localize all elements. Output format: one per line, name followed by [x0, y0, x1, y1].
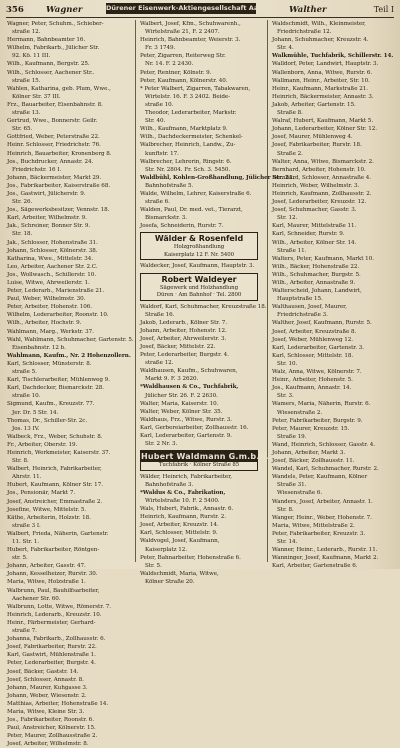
- advertisement-text: Düren · Am Bahnhof · Tel. 2800: [156, 292, 242, 299]
- directory-entry: Peter, Zigarren, Reiterweg Str.: [140, 53, 226, 60]
- directory-entry: Walz, Anna, Witwe, Kölnerstr. 7.: [272, 369, 362, 376]
- entry-continuation: Str. 3.: [277, 393, 294, 400]
- directory-entry: Waldvogel, Josef, Kaufmann,: [140, 538, 220, 545]
- entry-continuation: Aachener Str. 60.: [12, 595, 61, 602]
- directory-entry: Wandel, Karl, Schuhmacher, Rurstr. 2.: [272, 466, 379, 473]
- directory-entry: Jos., Kaufmann, Annastr. 14.: [272, 385, 352, 392]
- directory-entry: Wandels, Peter, Kaufmann, Kölner: [272, 474, 368, 481]
- directory-entry: Heinrich, Kaufmann, Rurstr. 2.: [140, 514, 226, 521]
- directory-entry: Walraf, Hubert, Kaufmann, Markt 5.: [272, 118, 374, 125]
- entry-continuation: Wiesenstraße 2.: [277, 409, 323, 416]
- directory-entry: Karl, Schlosser, Münsterstr. 8.: [7, 360, 92, 367]
- directory-entry: Josef, Schlosser, Annastr. 8.: [7, 676, 84, 683]
- entry-continuation: straße 5.: [12, 369, 37, 376]
- directory-entry: Walter, Anna, Witwe, Bismarckstr. 2.: [272, 158, 374, 165]
- directory-entry: Wilh., Kaufmann, Marktplatz 9.: [140, 126, 228, 133]
- directory-entry: Hubert, Kaufmann, Kölner Str. 17.: [7, 482, 103, 489]
- advertisement-text: Holzgroßhandlung: [173, 244, 225, 251]
- entry-continuation: Str. 4.: [277, 45, 294, 52]
- directory-entry: Johann, Arbeiter, Gasstr. 47.: [7, 563, 86, 570]
- directory-entry: Karl, Lederarbeiter, Gartenstr. 9.: [140, 433, 232, 440]
- directory-entry: Karl, Lederarbeiter, Gartenstr. 3.: [272, 344, 364, 351]
- page-number: 356: [6, 5, 24, 15]
- directory-entry: Wanninger, Josef, Kaufmann, Markt 2.: [272, 555, 379, 562]
- entry-continuation: Markt 9. F. 3 2620.: [145, 376, 199, 383]
- directory-entry: Thomas, Dr., Schiller-Str. 2c.: [7, 417, 88, 424]
- directory-entry: Johann, Schuhmacher, Kreuzstr. 4.: [272, 37, 369, 44]
- directory-entry: *Waldus & Co., Fabrikation,: [140, 489, 226, 496]
- directory-entry: Gertrud, Wwe., Bonnerstr. Geilr.: [7, 118, 98, 125]
- directory-entry: Wilh., Arbeiter, Kölner Str. 14.: [272, 239, 357, 246]
- directory-entry: Wagner, Peter, Schuhm., Schieber-: [7, 21, 104, 27]
- directory-entry: Heinr. Schlosser, Friedrichstr. 76.: [7, 142, 101, 149]
- directory-entry: Johann, Arbeiter, Markt 3.: [272, 449, 346, 456]
- directory-entry: Walkmühle, Tuchfabrik, Schillerstr. 14.: [272, 53, 394, 60]
- directory-entry: Jos., Fabrikarbeiter, Roonstr. 6.: [7, 717, 94, 724]
- directory-entry: Karl, Arbeiter, Gartenstraße 6.: [272, 563, 358, 570]
- entry-continuation: Ahrstr. 11.: [12, 474, 42, 481]
- entry-continuation: straße 12.: [12, 29, 41, 36]
- directory-entry: Luise, Witwe, Ahrweilerstr. 1.: [7, 280, 90, 286]
- directory-entry: Karl, Dachdecker, Bismarckstr. 28.: [7, 385, 104, 392]
- directory-entry: Walters, Peter, Kaufmann, Markt 10.: [272, 255, 374, 262]
- entry-continuation: Friedrichstraße 3.: [277, 312, 328, 319]
- directory-entry: Wallmann, Heinr., Arbeiter, Str. 10.: [272, 77, 370, 84]
- directory-entry: Fr., Arbeiter, Oberstr. 19.: [7, 441, 78, 448]
- directory-entry: Waldschmidt, Maria, Witwe,: [140, 570, 219, 577]
- directory-entry: Wilhelm, Lederarbeiter, Roonstr. 10.: [7, 312, 109, 319]
- entry-continuation: Friedrichstr. 16 I.: [12, 166, 62, 173]
- directory-entry: Karl, Arbeiter, Wilhelmstr. 9.: [7, 215, 87, 222]
- directory-entry: Wilh., Schuhmacher, Burgstr. 5.: [272, 271, 361, 278]
- directory-entry: Karl, Gastwirt, Mühlenstraße 1.: [7, 652, 96, 659]
- directory-entry: Jos., Buchdrucker, Annastr. 24.: [7, 158, 94, 165]
- directory-entry: Wilh., Bäcker, Hohenstraße 22.: [272, 263, 360, 270]
- directory-entry: Sigmund, Kaufm., Kreuzstr. 77.: [7, 401, 95, 408]
- directory-entry: Walden, Paul, Dr. med. vet., Tierarzt,: [140, 207, 243, 214]
- directory-entry: Walbeck, Frz., Weber, Schuhstr. 8.: [7, 433, 103, 440]
- entry-continuation: Hauptstraße 15.: [277, 296, 323, 303]
- directory-entry: Walbrunn, Lotte, Witwe, Römerstr. 7.: [7, 603, 111, 610]
- right-running-head: Walther: [289, 5, 327, 15]
- directory-entry: Waldorf, Karl, Schuhmacher, Kreuzstraße 18.: [140, 303, 267, 310]
- entry-continuation: Jülicher Str. 26. F. 2 2630.: [145, 392, 218, 399]
- directory-entry: Gottfried, Weber, Peterstraße 22.: [7, 134, 100, 141]
- directory-entry: Karl, Tischlerarbeiter, Mühlenweg 9.: [7, 377, 110, 384]
- directory-entry: Johann, Bäckermeister, Markt 29.: [7, 174, 102, 181]
- directory-entry: Walther, Josef, Kaufmann, Rurstr. 5.: [272, 320, 372, 327]
- entry-continuation: straße 10.: [12, 393, 41, 400]
- advertisement-text: Wälder & Rosenfeld: [154, 234, 244, 244]
- directory-entry: Walter, Weber, Kölner Str. 35.: [140, 408, 223, 415]
- directory-entry: Jos., Gastwirt, Jülicherstr. 9.: [7, 190, 86, 197]
- directory-entry: Josef, Arbeiter, Kreuzstr. 14.: [140, 522, 219, 529]
- directory-entry: Karl, Schlosser, Mittelstr. 9.: [140, 530, 218, 537]
- directory-entry: Peter, Fabrikarbeiter, Kreuzstr. 3.: [272, 530, 366, 537]
- directory-entry: Heinrich, Kaufmann, Zollhausstr. 2.: [272, 190, 372, 197]
- directory-entry: Walbert, Heinrich, Fabrikarbeiter,: [7, 466, 102, 473]
- part-label: Teil I: [373, 5, 394, 14]
- directory-entry: Josef, Arbeiter, Ahrweilerstr. 3.: [140, 335, 227, 342]
- directory-entry: Karl, Maurer, Mittelstraße 11.: [272, 223, 357, 230]
- directory-entry: Heinrich, Lederarb., Kreuzstr. 10.: [7, 611, 102, 618]
- directory-entry: Peter, Fabrikarbeiter, Burgstr. 9.: [272, 417, 363, 424]
- directory-entry: Wahlen, Katharina, geb. Plum, Wwe.,: [7, 85, 111, 92]
- directory-entry: Wals, Hubert, Fabrik., Annastr. 6.: [140, 506, 234, 513]
- entry-continuation: Kaiserplatz 12.: [145, 546, 187, 553]
- directory-entry: Peter, Rentner, Kölnstr. 9.: [140, 69, 212, 76]
- entry-continuation: straße 10.: [145, 101, 174, 108]
- entry-continuation: Bismarckstr. 3.: [145, 215, 187, 222]
- left-running-head: Wagner: [46, 5, 83, 15]
- directory-entry: Karl, Schlosser, Mittelstr. 18.: [272, 352, 354, 359]
- directory-entry: Hubert, Fabrikarbeiter, Röntgen-: [7, 547, 100, 554]
- directory-entry: Wanner, Heinr., Lederarb., Rurstr. 11.: [272, 547, 378, 554]
- column-divider: [267, 20, 268, 562]
- directory-entry: Wanders, Josef, Arbeiter, Annastr. 1.: [272, 498, 373, 505]
- directory-entry: Walde, Wilhelm, Lehrer, Kaiserstraße 6.: [140, 190, 252, 197]
- directory-entry: Wanger, Heinr., Weber, Hohenstr. 7.: [272, 514, 372, 521]
- directory-entry: Heinrich, Bauarbeiter, Kronenberg 8.: [7, 150, 112, 157]
- entry-continuation: Str. Nr. 2804. Fr. Sch. 3. 5450.: [145, 166, 231, 173]
- directory-entry: Heinr., Arbeiter, Hohenstr. 5.: [272, 377, 353, 384]
- entry-continuation: straße 6.: [145, 199, 170, 206]
- directory-entry: Josef, Anstreicher, Emmastraße 2.: [7, 498, 103, 505]
- entry-continuation: Wirtelstr. 16. F. 3 2402. Beide-: [145, 93, 230, 100]
- entry-continuation: Str. 10.: [277, 360, 298, 367]
- directory-entry: Peter, Lederarbeiter, Burgstr. 4.: [7, 660, 96, 667]
- directory-entry: Peter, Lederarbeiter, Burgstr. 4.: [140, 352, 229, 359]
- directory-entry: Johann, Lederarbeiter, Kölner Str. 12.: [272, 126, 378, 133]
- directory-entry: Jos., Sägewerksbesitzer, Vennstr. 18.: [7, 207, 110, 214]
- directory-entry: Wilhelm, Fabrikarb., Jülicher Str.: [7, 45, 100, 52]
- advertisement-text: Tuchfabrik · Kölner Straße 85: [158, 462, 240, 469]
- directory-entry: Jak., Schreiner, Bonner Str. 9.: [7, 223, 91, 230]
- directory-entry: Josef, Fabrikarbeiter, Rurstr. 18.: [272, 142, 362, 149]
- directory-entry: Wälder, Heinrich, Fabrikarbeiter,: [140, 473, 232, 480]
- entry-continuation: Str. 65.: [12, 126, 33, 133]
- directory-entry: Josef, Weber, Mühlenweg 12.: [272, 336, 353, 343]
- directory-entry: Peter, Bahnarbeiter, Hohenstraße 6.: [140, 554, 241, 561]
- directory-entry: Bernhard, Arbeiter, Hohenstr. 10.: [272, 166, 366, 173]
- directory-entry: Jos., Wollwasch., Schillerstr. 10.: [7, 271, 97, 278]
- directory-entry: Waldbühl, Kohlen-Großhandlung, Jülicher Str. 21.: [140, 174, 295, 181]
- directory-entry: Paul, Weber, Wilhelmstr. 30.: [7, 296, 86, 303]
- entry-continuation: Wiesenstraße 6.: [277, 490, 323, 497]
- directory-entry: Walbert, Frieda, Näherin, Gartenstr.: [7, 530, 109, 537]
- entry-continuation: Bahnhofstraße 5.: [145, 182, 194, 189]
- directory-entry: Josef, Schuhmacher, Gasstr. 3.: [272, 207, 357, 214]
- directory-entry: Wilh., Arbeiter, Annastraße 9.: [272, 280, 356, 286]
- entry-continuation: straße 15.: [12, 77, 41, 84]
- directory-entry: Walbrecher, Lehrerin, Ringstr. 6.: [140, 158, 232, 165]
- directory-entry: Frz., Bauarbeiter, Eisenbahnstr. 8.: [7, 101, 103, 108]
- directory-entry: Walbrecher, Heinrich, Landw., Zu-: [140, 142, 236, 149]
- directory-entry: Peter, Maurer, Kreuzstr. 15.: [272, 425, 350, 432]
- directory-entry: Peter, Lederarb., Marienstraße 21.: [7, 288, 105, 295]
- directory-entry: Jak., Schlosser, Hohenstraße 31.: [7, 239, 98, 246]
- entry-continuation: Nr. 14. F. 2 2430.: [145, 61, 194, 68]
- directory-entry: Waldecker, Josef, Kaufmann, Hauptstr. 3.: [140, 263, 255, 270]
- entry-continuation: Str. 8.: [12, 458, 29, 465]
- entry-continuation: straße 7.: [12, 628, 37, 635]
- entry-continuation: straße 12.: [145, 360, 174, 367]
- directory-entry: Walldorf, Peter, Landwirt, Hauptstr. 3.: [272, 61, 379, 68]
- directory-entry: Wahlmann, Kaufm., Nr. 2 Hohenzollern.: [7, 352, 131, 359]
- advertisement-text: Hubert Waldmann G.m.b.H.: [141, 452, 270, 462]
- directory-entry: Wilh., Arbeiter, Hochstr. 9.: [7, 320, 82, 327]
- entry-continuation: Str. 12.: [277, 215, 298, 222]
- directory-entry: Johann, Arbeiter, Hohenstr. 12.: [140, 327, 227, 334]
- entry-continuation: Straße 16.: [145, 311, 175, 318]
- directory-entry: Walbert, Josef, Kfm., Schuhwarenh.,: [140, 21, 241, 27]
- directory-entry: Johann, Weber, Wiesenstr. 2.: [7, 692, 87, 699]
- directory-entry: Bernhard, Schlosser, Annastraße 4.: [272, 174, 372, 181]
- entry-continuation: Kölner Straße 20.: [145, 578, 195, 585]
- entry-continuation: Str. 2 Nr. 3.: [145, 441, 178, 448]
- directory-entry: Maria, Witwe, Holzstraße 1.: [7, 579, 86, 586]
- directory-entry: Waldschmidt, Wilh., Kleinmeister,: [272, 21, 366, 27]
- entry-continuation: Str. 18.: [12, 231, 33, 238]
- directory-entry: Käthe, Arbeiterin, Holzstr. 18.: [7, 514, 91, 521]
- entry-continuation: str. 5.: [12, 555, 28, 562]
- directory-entry: Walter, Maria, Kaiserstr. 10.: [140, 400, 219, 407]
- entry-continuation: Straße 31.: [277, 482, 307, 489]
- directory-entry: Jakob, Lederarb., Kölner Str. 7.: [140, 319, 227, 326]
- directory-entry: Wahlmann, Marg., Werkstr. 37.: [7, 328, 94, 335]
- entry-continuation: Kölner Str. 37 III.: [12, 93, 61, 100]
- directory-entry: Wallenborn, Anna, Witwe, Rurstr. 6.: [272, 69, 373, 76]
- entry-continuation: 11. Str. 1.: [12, 539, 40, 545]
- directory-entry: Josef, Maurer, Mühlenweg 4.: [272, 134, 353, 141]
- entry-continuation: Straße 8.: [277, 110, 303, 117]
- entry-continuation: Str. 14.: [277, 539, 298, 545]
- entry-continuation: Straße 2.: [277, 150, 303, 157]
- directory-entry: Hermann, Bahnbeamter 16.: [7, 37, 86, 44]
- directory-entry: Karl, Schneider, Rurstr. 9.: [272, 231, 345, 238]
- directory-entry: Katharina, Wwe., Mittelstr. 34.: [7, 255, 94, 262]
- directory-entry: Johann, Kesselheizer, Rurstr. 30.: [7, 571, 98, 578]
- directory-entry: Heinrich, Weber, Wilhelmstr. 3.: [272, 182, 360, 189]
- directory-entry: *Waldhausen & Co., Tuchfabrik,: [140, 384, 239, 391]
- header-rule: [6, 17, 394, 18]
- advertisement-text: Kaiserplatz 12 F. Nr. 5400: [163, 251, 235, 258]
- directory-entry: Josefa, Schneiderin, Rurstr. 7.: [140, 223, 224, 230]
- directory-entry: Waldhausen, Kaufm., Schuhwaren,: [140, 368, 238, 375]
- directory-entry: Maria, Witwe, Kleine Str. 3.: [7, 708, 85, 715]
- directory-entry: Waldhaus, Frz., Witwe, Rurstr. 3.: [140, 416, 233, 423]
- entry-continuation: Str. 5.: [145, 562, 162, 569]
- directory-entry: Heinrich, Bäckermeister, Annastr. 3.: [272, 93, 374, 100]
- directory-entry: Josef, Fabrikarbeiter, Rurstr. 22.: [7, 644, 97, 651]
- directory-entry: Wahl, Wahlmann, Schuhmacher, Gartenstr. 5.: [7, 336, 134, 343]
- directory-entry: Josef, Bäcker, Gaststr. 14.: [7, 668, 79, 675]
- entry-continuation: 92. Kö. 11 III.: [12, 53, 51, 60]
- directory-entry: Heinrich, Bahnbeamter, Weierstr. 3.: [140, 37, 241, 44]
- directory-column-3: [272, 20, 394, 570]
- entry-continuation: kunftstr. 17.: [145, 150, 179, 157]
- entry-continuation: Eisenbahnstr. 12 b.: [12, 344, 66, 351]
- directory-entry: Wand, Heinrich, Schlosser, Gasstr. 4.: [272, 441, 375, 448]
- entry-continuation: Str. 26.: [12, 199, 33, 206]
- directory-entry: * Peter Walbert, Zigarren, Tabakwaren,: [140, 85, 251, 92]
- directory-entry: Jos., Fabrikarbeiter, Kaiserstraße 68.: [7, 182, 111, 189]
- advertisement-text: Sägewerk und Holzhandlung: [159, 284, 238, 291]
- directory-entry: Josef, Arbeiter, Wilhelmstr. 8.: [7, 741, 89, 748]
- directory-entry: Leo, Arbeiter, Aachener Str. 2.C.: [7, 263, 98, 270]
- entry-continuation: Friedrichstraße 12.: [277, 29, 332, 36]
- entry-continuation: Wirtelstraße 21, F. 2 2407.: [145, 29, 220, 36]
- directory-entry: Josefine, Witwe, Mittelstr. 5.: [7, 506, 87, 513]
- entry-continuation: Jos. 13 IV.: [12, 425, 40, 432]
- directory-column-1: [7, 20, 134, 748]
- directory-entry: Walterscheid, Johann, Landwirt,: [272, 288, 362, 295]
- directory-entry: Maria, Witwe, Mittelstraße 2.: [272, 522, 355, 529]
- directory-entry: Peter, Arbeiter, Hohenstr. 106.: [7, 304, 92, 311]
- directory-entry: Josef, Lederarbeiter, Kreuzstr. 12.: [272, 199, 367, 206]
- entry-continuation: Wirtelstraße 10. F. 2 5400.: [145, 498, 220, 504]
- directory-entry: Heinr., Färbermeister, Gerhard-: [7, 619, 96, 626]
- directory-entry: Wamers, Maria, Näherin, Rurstr. 6.: [272, 401, 371, 408]
- entry-continuation: Str. 40.: [145, 118, 166, 125]
- directory-entry: Wilh., Schlosser, Aachener Str..: [7, 69, 95, 76]
- directory-entry: Walthausen, Josef, Maurer,: [272, 304, 347, 311]
- directory-entry: Jos., Pensionär, Markt 7.: [7, 490, 76, 497]
- advertisement-box: [140, 450, 270, 471]
- header-advertisement-banner: Dürener Eisenwerk-Aktiengesellschaft Aachen: [106, 4, 276, 12]
- directory-entry: Johanna, Fabrikarb., Zollhausstr. 6.: [7, 636, 106, 643]
- directory-entry: Johann, Maurer, Kuhgasse 3.: [7, 684, 88, 691]
- directory-entry: Josef, Bäcker, Mittelstr. 22.: [140, 344, 216, 350]
- directory-entry: Peter, Maurer, Zollhausstraße 2.: [7, 733, 98, 740]
- column-divider: [135, 20, 136, 562]
- entry-continuation: Theodor, Lederarbeiter, Markstr.: [145, 110, 237, 117]
- entry-continuation: straße 3 I.: [12, 522, 41, 529]
- directory-entry: Jakob, Arbeiter, Gartenstr. 15.: [272, 101, 356, 108]
- directory-entry: Josef, Bäcker, Zollhausstr. 11.: [272, 458, 355, 465]
- directory-entry: Johann, Schlosser, Kölnerstr. 38.: [7, 247, 98, 254]
- advertisement-box: [140, 273, 258, 301]
- directory-entry: Peter, Kaufmann, Kölnerstr. 40.: [140, 77, 228, 84]
- entry-continuation: Straße 11.: [277, 247, 307, 254]
- directory-entry: Matthias, Arbeiter, Hohenstraße 14.: [7, 700, 109, 707]
- directory-entry: Walbrunn, Paul, Bauhilfsarbeiter,: [7, 587, 100, 594]
- directory-entry: Wilh., Dachdeckermeister, Schenkel-: [140, 134, 243, 141]
- directory-entry: Wilh., Kaufmann, Bergstr. 25.: [7, 61, 90, 68]
- directory-entry: Heinr., Kaufmann, Markstraße 21.: [272, 85, 368, 92]
- entry-continuation: Str. 8.: [277, 506, 294, 513]
- directory-entry: Heinrich, Werkmeister, Kaiserstr. 37.: [7, 449, 111, 456]
- entry-continuation: Fr. 3 1749.: [145, 45, 176, 52]
- entry-continuation: Jer. Dr. 5 Str. 14.: [12, 409, 59, 416]
- advertisement-box: [140, 232, 258, 260]
- advertisement-text: Robert Waldeyer: [161, 274, 237, 284]
- directory-entry: Karl, Gerbereiarbeiter, Zollhausstr. 16.: [140, 424, 249, 431]
- directory-entry: Paul, Anstreicher, Kölnerstr. 15.: [7, 725, 96, 732]
- entry-continuation: straße 13.: [12, 110, 41, 117]
- entry-continuation: Bahnhofstraße 3.: [145, 481, 194, 488]
- directory-entry: Josef, Arbeiter, Kreuzstraße 8.: [272, 328, 357, 335]
- entry-continuation: Straße 19.: [277, 433, 307, 440]
